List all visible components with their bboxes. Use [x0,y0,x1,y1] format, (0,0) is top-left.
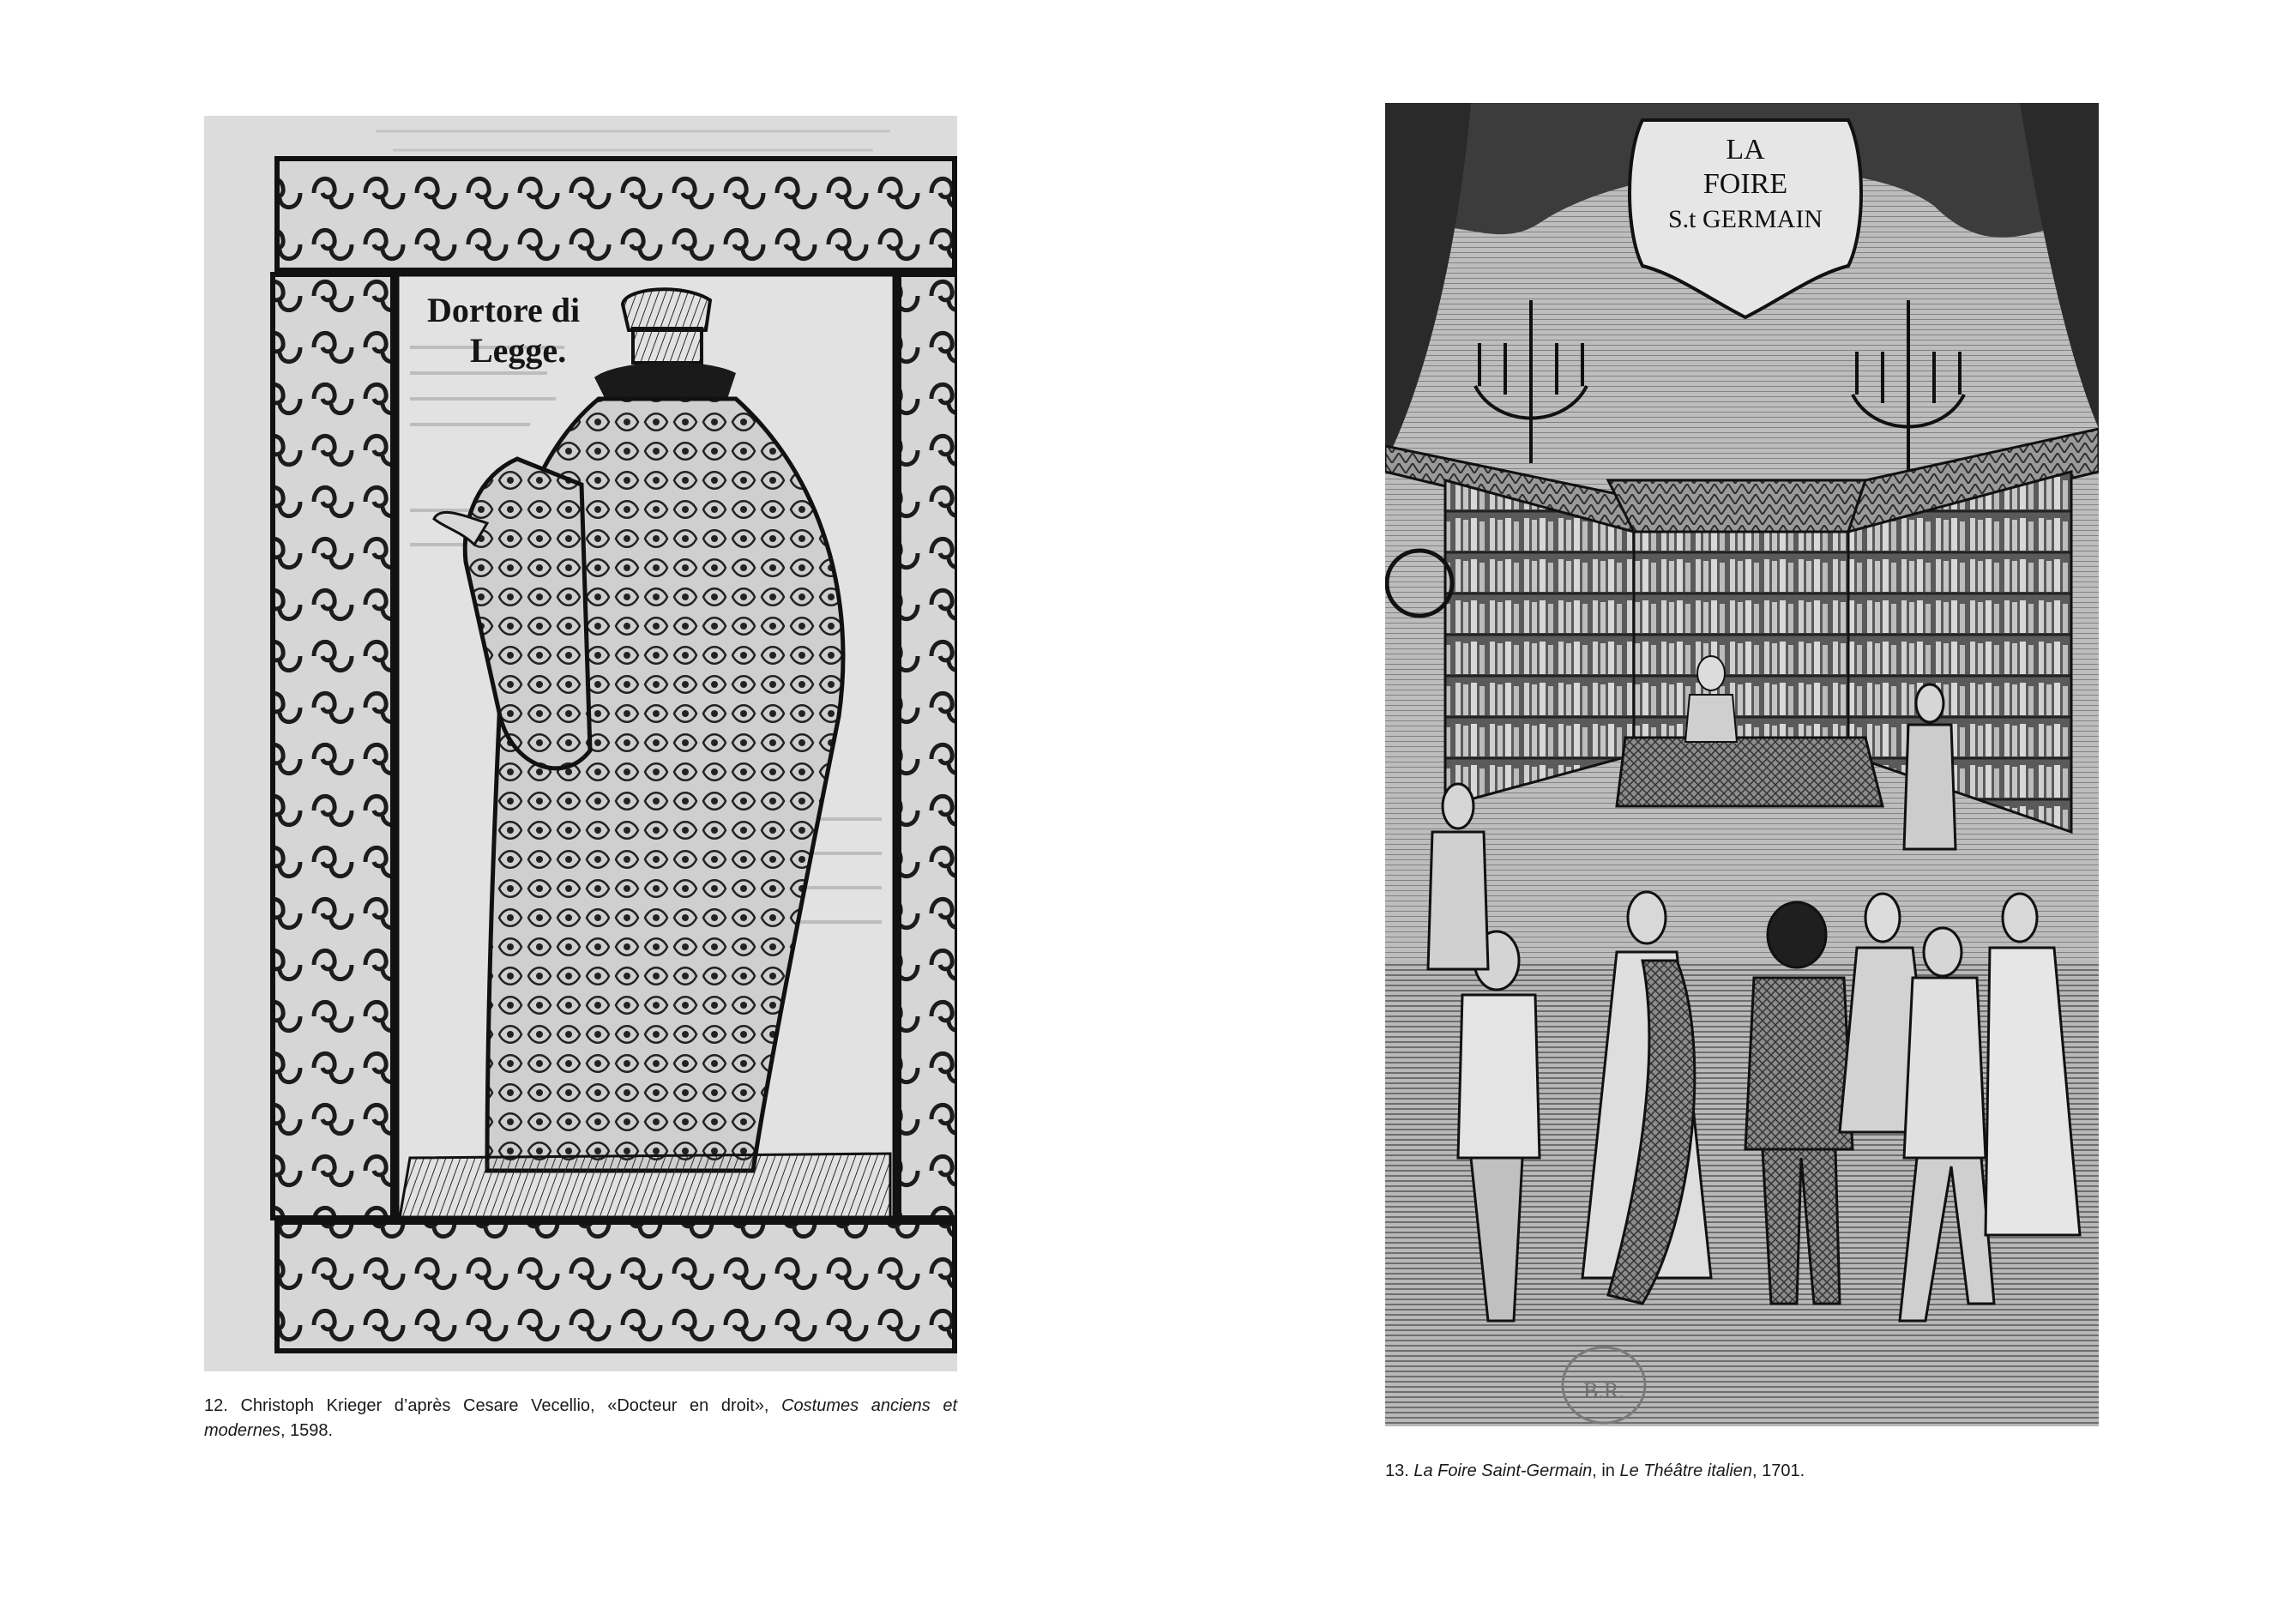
figure-12-woodcut [204,116,957,1371]
figure-13-engraving [1385,103,2099,1426]
caption-year: , 1701. [1752,1461,1805,1480]
caption-subject: «Docteur en droit», [607,1396,782,1415]
caption-figure-12 [204,1394,957,1443]
top-border-ornament [277,159,955,270]
caption-number: 12. [204,1396,228,1415]
shopkeeper-body [1685,695,1737,742]
caption-work-title: Costumes anciens et modernes [204,1396,958,1440]
counter [1617,738,1883,806]
right-border-ornament [899,274,957,1218]
caption-year: , 1598. [280,1421,334,1440]
inscription-line1: Dortore di [427,291,581,329]
left-border-ornament [273,274,393,1218]
woodcut-image [204,116,957,1371]
shopkeeper-head [1697,656,1725,690]
caption-title: La Foire Saint-Germain [1413,1461,1593,1480]
ground [400,1154,890,1218]
roof-center [1608,480,1865,532]
stamp-text: B.R. [1583,1378,1624,1403]
cartouche-line3: S.t GERMAIN [1667,205,1823,233]
cartouche-line2: FOIRE [1702,168,1788,200]
caption-figure-13 [1385,1459,2123,1484]
inscription-line2: Legge. [470,331,567,370]
bottom-border-ornament [277,1222,955,1351]
cartouche-line1: LA [1726,134,1765,166]
engraving-image [1385,103,2099,1426]
back-shelves [1634,532,1848,738]
figure-hat [623,289,710,330]
caption-work-title: Le Théâtre italien [1619,1461,1753,1480]
caption-number: 13. [1385,1461,1414,1480]
left-shelves [1445,480,1634,806]
figure-head [633,328,702,363]
caption-author: Christoph Krieger d’après Cesare Vecellio, [240,1396,608,1415]
bleed-through-text [376,131,890,150]
caption-middle: , in [1592,1461,1620,1480]
